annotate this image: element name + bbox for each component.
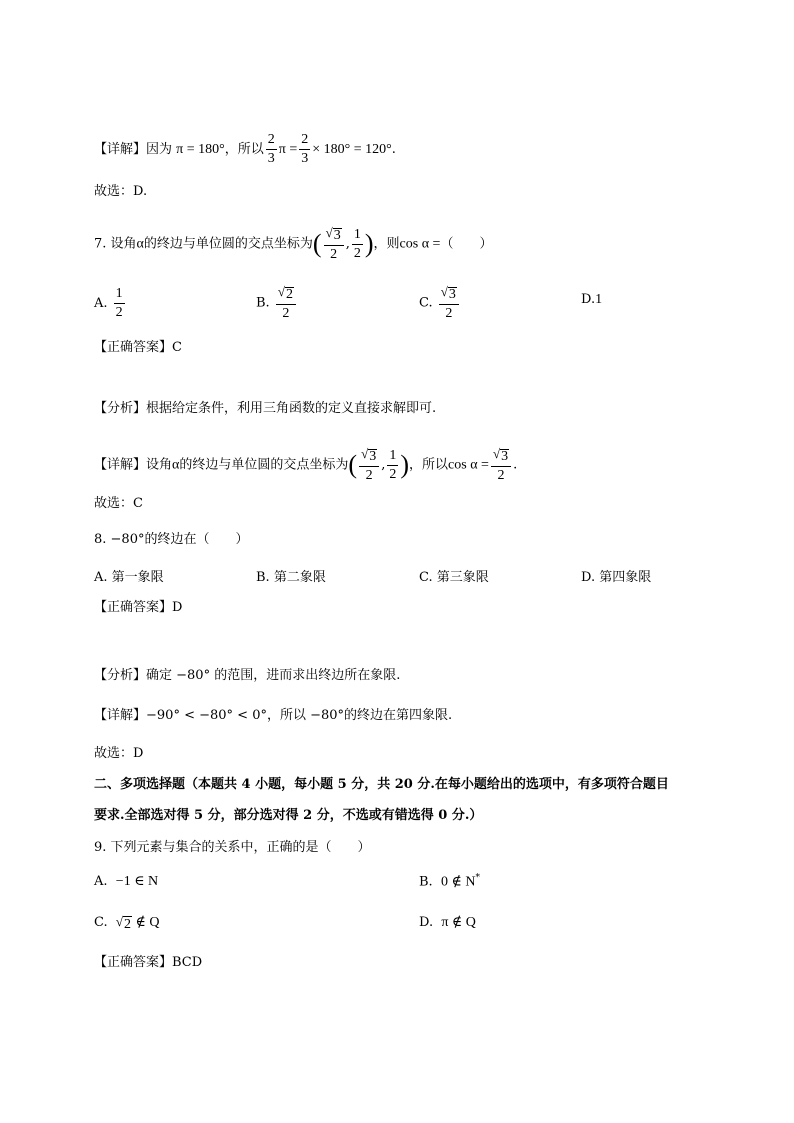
punctuation: .	[391, 142, 396, 157]
question-text: 7. 设角	[94, 236, 137, 252]
analysis-text: 根据给定条件，利用三角函数的定义直接求解即可.	[146, 401, 437, 416]
analysis-label: 【分析】	[94, 401, 147, 416]
q7-option-c	[419, 285, 461, 321]
fraction-denominator: 2	[389, 466, 397, 482]
fraction-denominator: 2	[330, 247, 338, 262]
q8-option-b: B. 第二象限	[256, 570, 326, 585]
sqrt-icon: √ 3	[440, 284, 456, 302]
q7-answer	[94, 338, 182, 358]
paren-open: (	[348, 450, 358, 479]
q9-stem: 9. 下列元素与集合的关系中，正确的是（ ）	[94, 840, 371, 855]
radicand: 2	[124, 917, 132, 932]
sqrt-icon: √ 3	[325, 225, 341, 243]
q7-final: 故选：C	[94, 496, 143, 511]
sqrt-icon: √ 3	[492, 446, 509, 464]
fraction	[387, 449, 398, 482]
option-label: A.	[94, 296, 108, 311]
option-label: D.	[581, 292, 596, 307]
fraction-denominator: 2	[365, 468, 373, 483]
q8-analysis	[94, 666, 400, 686]
fraction-numerator: 2	[266, 133, 277, 150]
fraction	[324, 226, 344, 262]
analysis-label: 【分析】	[94, 668, 147, 683]
q9-option-a	[94, 873, 158, 890]
math-expression: cos α =	[399, 236, 441, 252]
fraction-denominator: 2	[445, 306, 453, 321]
detail-text: ，所以	[224, 142, 264, 157]
paren-close: )	[364, 229, 374, 258]
q7-option-a	[94, 287, 127, 320]
fraction	[439, 285, 459, 321]
option-label: C.	[94, 915, 108, 930]
paren-open: (	[312, 229, 322, 258]
fraction-denominator: 2	[497, 468, 505, 483]
answer-value: C	[172, 340, 182, 355]
analysis-text: 确定 −80° 的范围，进而求出终边所在象限.	[146, 668, 401, 683]
fraction	[352, 228, 363, 261]
alpha-symbol: α	[172, 457, 180, 473]
fraction-numerator: 1	[114, 287, 125, 304]
q9-option-b	[419, 873, 480, 890]
math-expression: cos α =	[448, 457, 489, 473]
answer-value: BCD	[172, 955, 203, 970]
answer-value: D	[172, 600, 183, 615]
fraction	[276, 285, 296, 321]
option-value: −1 ∈ N	[115, 874, 159, 889]
question-text: 的终边与单位圆的交点坐标为	[143, 236, 313, 252]
fraction-denominator: 3	[301, 151, 309, 166]
radicand: 3	[369, 449, 377, 464]
detail-label: 【详解】	[94, 457, 147, 473]
detail-label: 【详解】	[94, 142, 147, 157]
option-label: B.	[419, 874, 433, 890]
detail-text: −90° < −80° < 0°，所以 −80°的终边在第四象限.	[146, 708, 453, 723]
answer-label: 【正确答案】	[94, 955, 173, 970]
fraction-denominator: 2	[353, 245, 361, 261]
fraction-numerator: 2	[299, 133, 310, 150]
superscript: *	[475, 873, 480, 883]
q8-option-a: A. 第一象限	[94, 570, 164, 585]
math-expression: π =	[278, 142, 298, 157]
answer-blank: （ ）	[440, 236, 493, 252]
option-label: C.	[419, 295, 433, 311]
alpha-symbol: α	[136, 236, 144, 252]
radicand: 3	[448, 287, 456, 302]
fraction	[491, 447, 511, 483]
detail-text: ，所以	[409, 457, 449, 473]
fraction	[299, 133, 310, 166]
q9-option-d	[419, 914, 476, 931]
answer-label: 【正确答案】	[94, 340, 173, 355]
q8-detail	[94, 706, 452, 726]
section-heading-line2: 要求.全部选对得 5 分，部分选对得 2 分，不选或有错选得 0 分.）	[94, 808, 483, 823]
q9-option-c	[94, 914, 160, 933]
q6-answer: 故选：D.	[94, 184, 148, 199]
option-value: π ∉ Q	[441, 915, 476, 930]
option-label: D.	[419, 915, 434, 930]
math-expression: × 180° = 120°	[312, 142, 392, 157]
math-expression: π = 180°	[176, 142, 225, 157]
question-text: ，则	[373, 236, 400, 252]
fraction-numerator: 1	[387, 449, 398, 466]
fraction-denominator: 2	[115, 305, 123, 320]
sqrt-icon: √ 2	[277, 284, 293, 302]
sqrt-icon: √ 3	[361, 446, 377, 464]
q8-option-c: C. 第三象限	[419, 570, 489, 585]
q8-answer	[94, 598, 182, 618]
answer-label: 【正确答案】	[94, 600, 173, 615]
q8-option-d: D. 第四象限	[581, 570, 652, 585]
q7-analysis	[94, 399, 436, 419]
q8-final: 故选：D	[94, 746, 144, 761]
q6-detail-line	[94, 133, 396, 166]
radicand: 2	[285, 287, 293, 302]
fraction-numerator: 1	[352, 228, 363, 245]
fraction-denominator: 3	[267, 151, 275, 166]
detail-text: 的终边与单位圆的交点坐标为	[179, 457, 349, 473]
option-value: 0 ∉ N	[440, 874, 476, 890]
q7-stem: 7. 设角α的终边与单位圆的交点坐标为( √ 3 2 , $\frac{1}{2}$ )，则cos α =（ ）	[94, 225, 493, 262]
fraction	[266, 133, 277, 166]
fraction	[114, 287, 125, 320]
q7-detail: 【详解】设角α的终边与单位圆的交点坐标为( √ 3 2 , $\frac{1}{2}$ )，所以cos α = √ 3 2 .	[94, 446, 518, 483]
fraction-denominator: 2	[282, 306, 290, 321]
paren-close: )	[400, 450, 410, 479]
section-heading-line1: 二、多项选择题（本题共 4 小题，每小题 5 分，共 20 分.在每小题给出的选项中，有多项符合题目	[94, 777, 669, 792]
option-value: ∉ Q	[132, 915, 160, 930]
option-value: 1	[595, 292, 603, 307]
q7-option-b	[256, 285, 298, 321]
fraction	[359, 447, 379, 483]
detail-text: 因为	[146, 142, 173, 157]
radicand: 3	[501, 449, 509, 464]
radicand: 3	[333, 228, 341, 243]
q9-answer	[94, 953, 202, 973]
q7-option-d	[581, 292, 602, 308]
option-label: A.	[94, 874, 108, 889]
detail-text: 设角	[146, 457, 173, 473]
option-label: B.	[256, 295, 270, 311]
sqrt-icon: √ 2	[115, 914, 132, 932]
punctuation: .	[513, 457, 518, 473]
q8-stem: 8. −80°的终边在（ ）	[94, 532, 249, 547]
detail-label: 【详解】	[94, 708, 147, 723]
